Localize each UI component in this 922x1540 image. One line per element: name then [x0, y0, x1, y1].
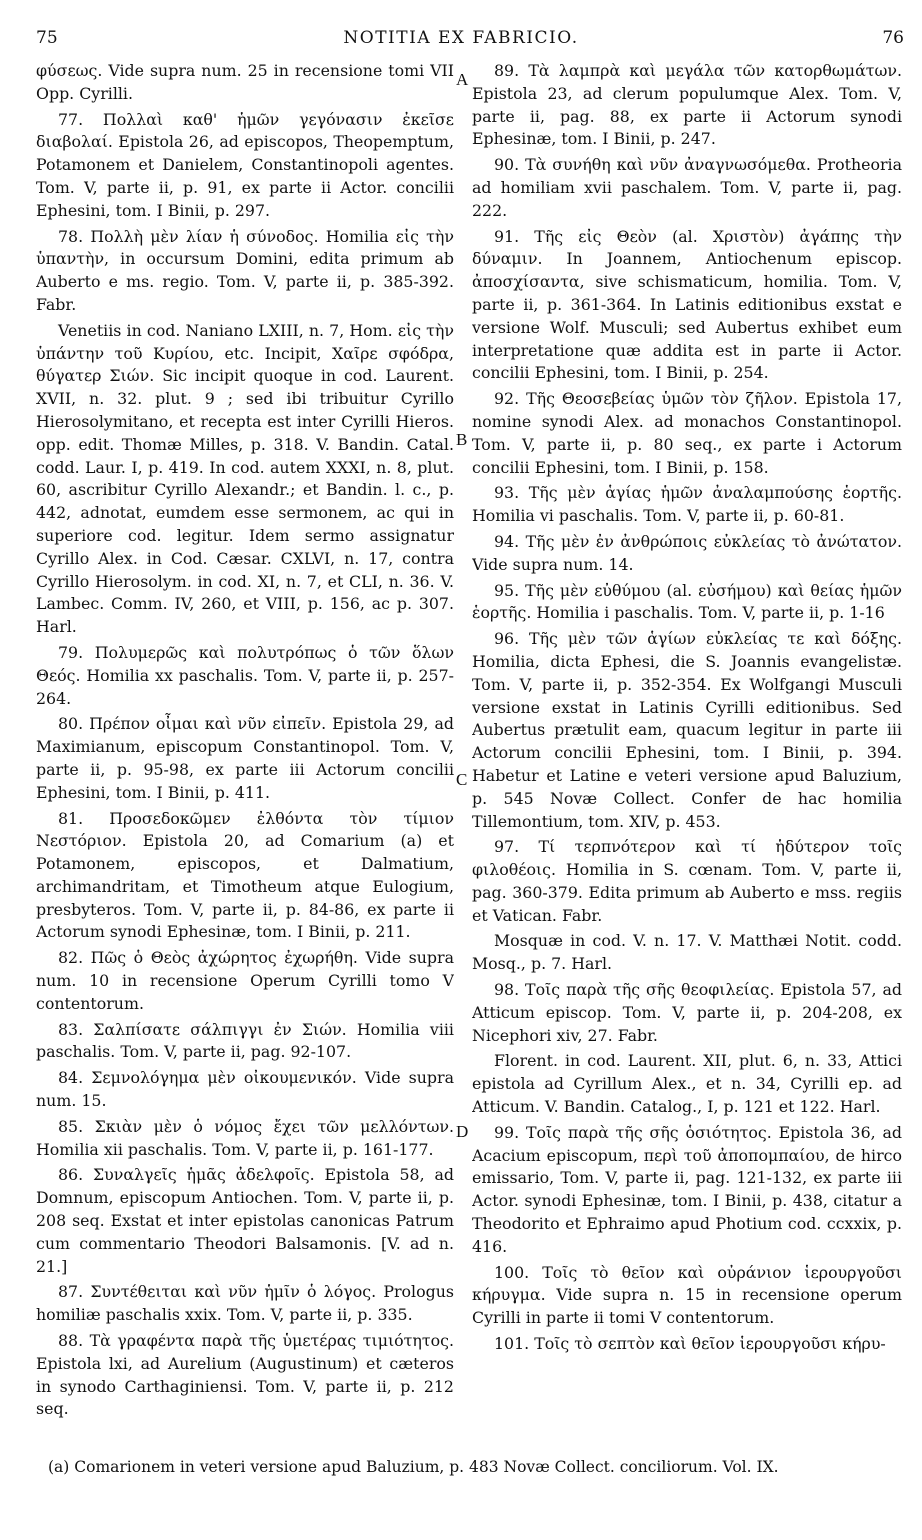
margin-letter-a: A — [456, 70, 469, 89]
entry-paragraph: 101. Τοῖς τὸ σεπτὸν καὶ θεῖον ἱερουργοῦσι κήρυ- — [494, 1334, 886, 1354]
entry-paragraph: 95. Τῆς μὲν εὐθύμου (al. εὐσήμου) καὶ θείας ἡμῶν ἑορτῆς. Homilia i paschalis. Tom. V, parte ii, p. 1-16 — [472, 580, 902, 623]
entry-paragraph: 83. Σαλπίσατε σάλπιγγι ἐν Σιών. Homilia viii paschalis. Tom. V, parte ii, pag. 92-107. — [36, 1019, 454, 1062]
margin-letter-c: C — [456, 770, 468, 789]
entry-paragraph: 92. Τῆς Θεοσεβείας ὑμῶν τὸν ζῆλον. Epistola 17, nomine synodi Alex. ad monachos Constantinopol. Tom. V, parte ii, p. 80 seq., ex parte i Actorum concilii Ephesini, tom. I Binii, p. 158. — [472, 389, 902, 477]
entry-paragraph: 99. Τοῖς παρὰ τῆς σῆς ὁσιότητος. Epistola 36, ad Acacium episcopum, περὶ τοῦ ἀποπομπαίου, de hirco emissario, Tom. V, parte ii, pag. 121-132, ex parte iii Actor. synodi Ephesinæ, tom. I Binii, p. 438, citatur a Theodorito et Ephraimo apud Photium cod. ccxxix, p. 416. — [472, 1122, 902, 1256]
entry-paragraph: 96. Τῆς μὲν τῶν ἁγίων εὐκλείας τε καὶ δόξης. Homilia, dicta Ephesi, die S. Joannis evangelistæ. Tom. V, parte ii, p. 352-354. Ex Wolfgangi Musculi versione exstat in Latinis Cyrilli editionibus. Sed Aubertus prætulit eam, quacum legitur in parte iii Actorum concilii Ephesini, tom. I Binii, p. 394. Habetur et Latine e veteri versione apud Baluzium, p. 545 Novæ Collect. Confer de hac homilia Tillemontium, tom. XIV, p. 453. — [472, 629, 902, 831]
entry-paragraph: 98. Τοῖς παρὰ τῆς σῆς θεοφιλείας. Epistola 57, ad Atticum episcop. Tom. V, parte ii, p. 204-208, ex Nicephori xiv, 27. Fabr. — [472, 980, 902, 1045]
entry-paragraph: 87. Συντέθειται καὶ νῦν ἡμῖν ὁ λόγος. Prologus homiliæ paschalis xxix. Tom. V, parte ii, p. 335. — [36, 1282, 454, 1325]
entry-paragraph: 94. Τῆς μὲν ἐν ἀνθρώποις εὐκλείας τὸ ἀνώτατον. Vide supra num. 14. — [472, 531, 902, 574]
entry-paragraph: Mosquæ in cod. V. n. 17. V. Matthæi Notit. codd. Mosq., p. 7. Harl. — [472, 931, 902, 974]
margin-letter-b: B — [456, 430, 468, 449]
entry-paragraph: 89. Τὰ λαμπρὰ καὶ μεγάλα τῶν κατορθωμάτων. Epistola 23, ad clerum populumque Alex. Tom. V, parte ii, pag. 88, ex parte ii Actorum synodi Ephesinæ, tom. I Binii, p. 247. — [472, 61, 902, 149]
left-column — [36, 60, 454, 1455]
entry-paragraph: 81. Προσεδοκῶμεν ἐλθόντα τὸν τίμιον Νεστόριον. Epistola 20, ad Comarium (a) et Potamonem, episcopos, et Dalmatium, archimandritam, et Timotheum atque Eulogium, presbyteros. Tom. V, parte ii, p. 84-86, ex parte ii Actorum synodi Ephesinæ, tom. I Binii, p. 211. — [36, 808, 454, 942]
entry-paragraph: 90. Τὰ συνήθη καὶ νῦν ἀναγνωσόμεθα. Protheoria ad homiliam xvii paschalem. Tom. V, parte ii, pag. 222. — [472, 155, 902, 220]
entry-paragraph: 86. Συναλγεῖς ἡμᾶς ἀδελφοῖς. Epistola 58, ad Domnum, episcopum Antiochen. Tom. V, parte ii, p. 208 seq. Exstat et inter epistolas canonicas Patrum cum commentario Theodori Balsamonis. [V. ad n. 21.] — [36, 1165, 454, 1276]
entry-paragraph: Venetiis in cod. Naniano LXIII, n. 7, Hom. εἰς τὴν ὑπάντην τοῦ Κυρίου, etc. Incipit, Χαῖρε σφόδρα, θύγατερ Σιών. Sic incipit quoque in cod. Laurent. XVII, n. 32. plut. 9 ; sed ibi tribuitur Cyrillo Hierosolymitano, et recepta est inter Cyrilli Hieros. opp. edit. Thomæ Milles, p. 318. V. Bandin. Catal. codd. Laur. I, p. 419. In cod. autem XXXI, n. 8, plut. 60, ascribitur Cyrillo Alexandr.; et Bandin. l. c., p. 442, adnotat, eumdem esse sermonem, ac qui in superiore cod. legitur. Idem sermo assignatur Cyrillo Alex. in Cod. Cæsar. CXLVI, n. 17, contra Cyrillo Hierosolym. in cod. XI, n. 7, et CLI, n. 36. V. Lambec. Comm. IV, 260, et VIII, p. 156, ac p. 307. Harl. — [36, 320, 454, 637]
right-column — [472, 60, 902, 1455]
page-number-right: 76 — [882, 28, 904, 48]
entry-paragraph: 85. Σκιὰν μὲν ὁ νόμος ἔχει τῶν μελλόντων. Homilia xii paschalis. Tom. V, parte ii, p. 161-177. — [36, 1116, 454, 1159]
entry-paragraph: φύσεως. Vide supra num. 25 in recensione tomi VII Opp. Cyrilli. — [36, 61, 454, 103]
running-title: NOTITIA EX FABRICIO. — [343, 28, 579, 48]
entry-paragraph: 97. Τί τερπνότερον καὶ τί ἡδύτερον τοῖς φιλοθέοις. Homilia in S. cœnam. Tom. V, parte ii, pag. 360-379. Edita primum ab Auberto e mss. regiis et Vatican. Fabr. — [472, 837, 902, 925]
footnote: (a) Comarionem in veteri versione apud Baluzium, p. 483 Novæ Collect. conciliorum. Vol. IX. — [48, 1458, 779, 1476]
entry-paragraph: 79. Πολυμερῶς καὶ πολυτρόπως ὁ τῶν ὅλων Θεός. Homilia xx paschalis. Tom. V, parte ii, p. 257-264. — [36, 642, 454, 708]
entry-paragraph: 78. Πολλὴ μὲν λίαν ἡ σύνοδος. Homilia εἰς τὴν ὑπαντὴν, in occursum Domini, edita primum ab Auberto e ms. regio. Tom. V, parte ii, p. 385-392. Fabr. — [36, 226, 454, 314]
margin-letter-d: D — [456, 1122, 469, 1141]
entry-paragraph: 100. Τοῖς τὸ θεῖον καὶ οὐράνιον ἱερουργοῦσι κήρυγμα. Vide supra n. 15 in recensione operum Cyrilli in parte ii tomi V contentorum. — [472, 1262, 902, 1328]
page-header — [0, 28, 922, 58]
page-number-left: 75 — [36, 28, 58, 48]
entry-paragraph: 82. Πῶς ὁ Θεὸς ἀχώρητος ἐχωρήθη. Vide supra num. 10 in recensione Operum Cyrilli tomo V contentorum. — [36, 948, 454, 1013]
entry-paragraph: 84. Σεμνολόγημα μὲν οἰκουμενικόν. Vide supra num. 15. — [36, 1068, 454, 1111]
entry-paragraph: 93. Τῆς μὲν ἁγίας ἡμῶν ἀναλαμπούσης ἑορτῆς. Homilia vi paschalis. Tom. V, parte ii, p. 60-81. — [472, 483, 902, 526]
entry-paragraph: 77. Πολλαὶ καθ' ἡμῶν γεγόνασιν ἐκεῖσε διαβολαί. Epistola 26, ad episcopos, Theopemptum, Potamonem et Danielem, Constantinopoli agentes. Tom. V, parte ii, p. 91, ex parte ii Actor. concilii Ephesini, tom. I Binii, p. 297. — [36, 109, 454, 220]
entry-paragraph: 80. Πρέπον οἶμαι καὶ νῦν εἰπεῖν. Epistola 29, ad Maximianum, episcopum Constantinopol. Tom. V, parte ii, p. 95-98, ex parte iii Actorum concilii Ephesini, tom. I Binii, p. 411. — [36, 714, 454, 802]
entry-paragraph: 91. Τῆς εἰς Θεὸν (al. Χριστὸν) ἀγάπης τὴν δύναμιν. In Joannem, Antiochenum episcop. ἀποσχίσαντα, sive schismaticum, homilia. Tom. V, parte ii, p. 361-364. In Latinis editionibus exstat e versione Wolf. Musculi; sed Aubertus exhibet eum interpretatione quæ addita est in parte ii Actor. concilii Ephesini, tom. I Binii, p. 254. — [472, 226, 902, 383]
entry-paragraph: 88. Τὰ γραφέντα παρὰ τῆς ὑμετέρας τιμιότητος. Epistola lxi, ad Aurelium (Augustinum) et cæteros in synodo Carthaginiensi. Tom. V, parte ii, p. 212 seq. — [36, 1331, 454, 1419]
entry-paragraph: Florent. in cod. Laurent. XII, plut. 6, n. 33, Attici epistola ad Cyrillum Alex., et n. 34, Cyrilli ep. ad Atticum. V. Bandin. Catalog., I, p. 121 et 122. Harl. — [472, 1051, 902, 1117]
